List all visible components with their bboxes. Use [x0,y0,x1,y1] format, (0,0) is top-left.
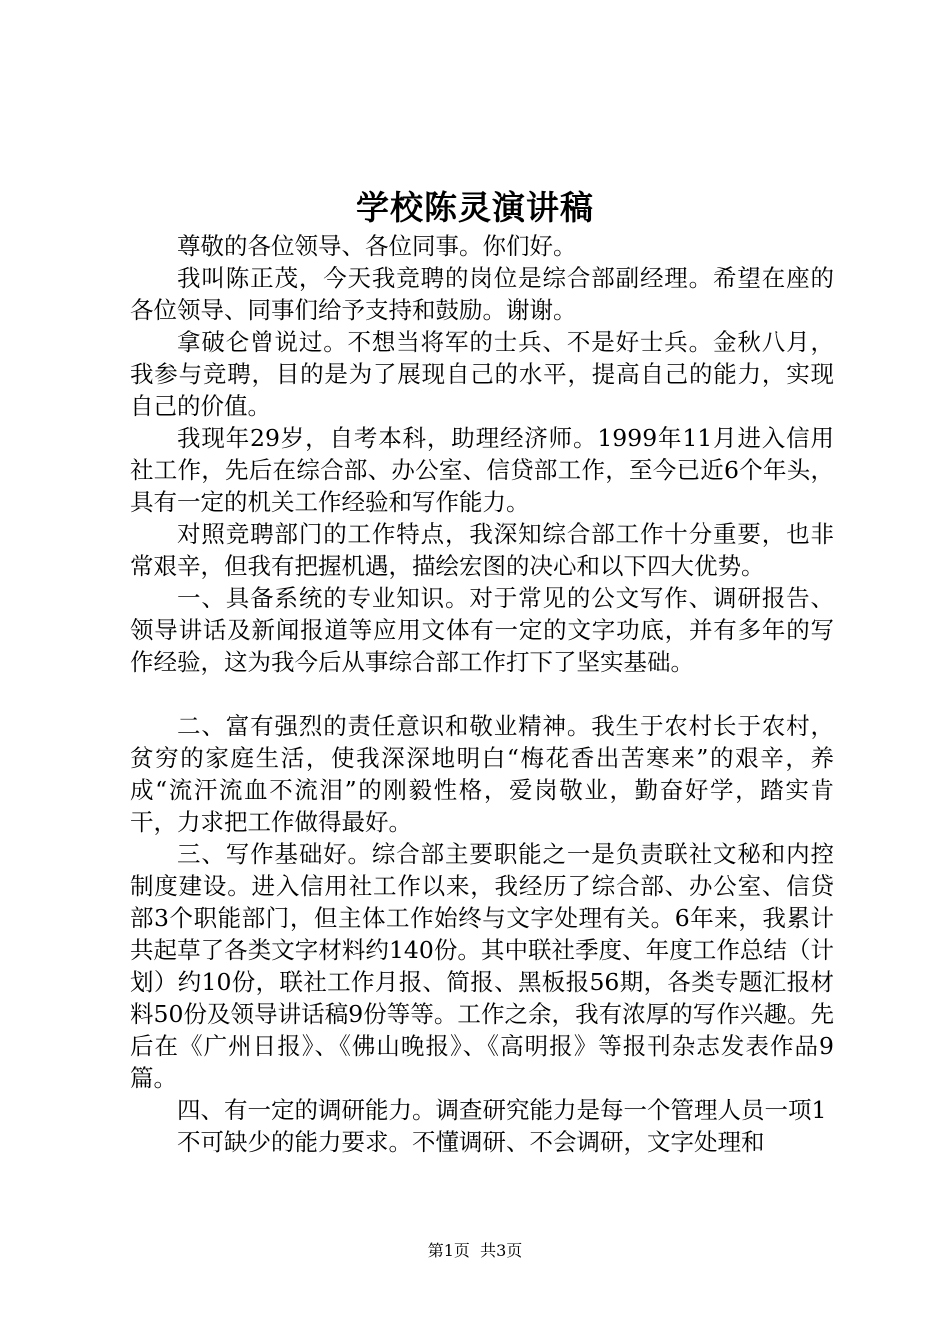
paragraph-advantage-four: 四、有一定的调研能力。调查研究能力是每一个管理人员一项1 [177,1096,827,1124]
document-body [130,230,834,1158]
page-number: 第1页 [427,1241,470,1260]
paragraph-advantage-one: 一、具备系统的专业知识。对于常见的公文写作、调研报告、领导讲话及新闻报道等应用文体有一定的文字功底，并有多年的写作经验，这为我今后从事综合部工作打下了坚实基础。 [130,584,834,676]
page-footer [0,1240,950,1262]
page-total: 共3页 [480,1241,523,1260]
paragraph-advantages-intro: 对照竞聘部门的工作特点，我深知综合部工作十分重要，也非常艰辛，但我有把握机遇，描绘宏图的决心和以下四大优势。 [130,520,834,580]
paragraph-background: 我现年29岁，自考本科，助理经济师。1999年11月进入信用社工作，先后在综合部、办公室、信贷部工作，至今已近6个年头，具有一定的机关工作经验和写作能力。 [130,424,834,516]
paragraph-greeting: 尊敬的各位领导、各位同事。你们好。 [177,232,577,260]
paragraph-advantage-three: 三、写作基础好。综合部主要职能之一是负责联社文秘和内控制度建设。进入信用社工作以来，我经历了综合部、办公室、信贷部3个职能部门，但主体工作始终与文字处理有关。6年来，我累计共起草了各类文字材料约140份。其中联社季度、年度工作总结（计划）约10份，联社工作月报、简报、黑板报56期，各类专题汇报材料50份及领导讲话稿9份等等。工作之余，我有浓厚的写作兴趣。先后在《广州日报》、《佛山晚报》、《高明报》等报刊杂志发表作品9篇。 [130,840,834,1092]
paragraph-continuation: 不可缺少的能力要求。不懂调研、不会调研，文字处理和 [177,1128,765,1156]
paragraph-introduction: 我叫陈正茂，今天我竞聘的岗位是综合部副经理。希望在座的各位领导、同事们给予支持和鼓励。谢谢。 [130,264,834,324]
paragraph-advantage-two: 二、富有强烈的责任意识和敬业精神。我生于农村长于农村，贫穷的家庭生活，使我深深地明白“梅花香出苦寒来”的艰辛，养成“流汗流血不流泪”的刚毅性格，爱岗敬业，勤奋好学，踏实肯干，力求把工作做得最好。 [130,712,834,836]
document-title: 学校陈灵演讲稿 [356,188,594,227]
paragraph-motivation: 拿破仑曾说过。不想当将军的士兵、不是好士兵。金秋八月，我参与竞聘，目的是为了展现自己的水平，提高自己的能力，实现自己的价值。 [130,328,834,420]
